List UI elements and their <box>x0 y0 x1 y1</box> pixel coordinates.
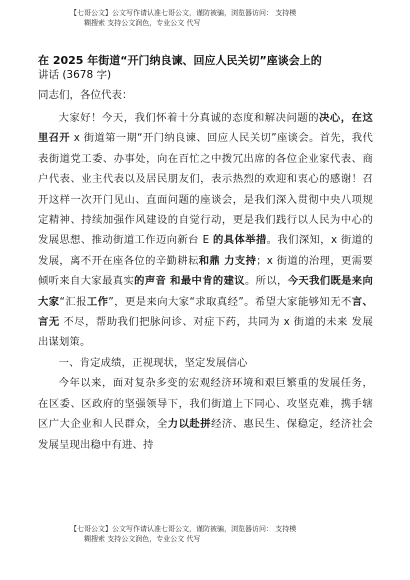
page-header-watermark <box>70 8 370 28</box>
footer-line-2: 糊搜索 支持公文润色，专业公文 代写 <box>84 535 201 543</box>
bold-text-segment: 和鼎 力支持 <box>198 254 257 267</box>
body-paragraph <box>38 108 373 353</box>
header-line-1: 【七哥公文】公文写作请认准七哥公文，谨防被骗，浏览器访问： 支持模 <box>70 9 297 17</box>
body-paragraph <box>38 353 373 373</box>
document-title <box>38 53 378 83</box>
bold-text-segment: 今天我们既是来向大家 <box>38 275 373 308</box>
text-segment: 。所以， <box>244 275 288 288</box>
text-segment: ；x 街道的治理，更需要倾听来自大家最真实 <box>38 254 373 288</box>
bold-text-segment: 的具体举措 <box>213 234 267 247</box>
text-segment: ”，更是来向大家“求取真经”。希望大家能够知无不 <box>108 295 352 308</box>
text-segment: 不尽，帮助我们把脉问诊、对症下药，共同为 x 街道的未来 发展出谋划策。 <box>38 316 373 349</box>
text-segment: 大家好！今天，我们怀着十分真诚的态度和解决问题的 <box>58 112 320 124</box>
title-subtitle: 讲话 (3678 字) <box>38 69 112 81</box>
document-body <box>38 108 373 455</box>
bold-text-segment: 言、言无 <box>38 295 374 329</box>
text-segment: 。我们深知，x 街道的发展，离不开在座各位的辛勤耕耘 <box>38 234 373 267</box>
text-segment: 经济、惠民生、保稳定，经济社会发展呈现出稳中有进、持 <box>38 418 373 451</box>
title-main: 在 2025 年街道“开门纳良谏、回应人民关切”座谈会上的 <box>38 54 322 67</box>
bold-text-segment: 工作 <box>86 295 109 308</box>
header-line-2: 糊搜索 支持公文润色，专业公文 代写 <box>84 19 201 27</box>
body-paragraph <box>38 373 373 455</box>
bold-text-segment: 的声音 和最中肯的建议 <box>134 275 245 288</box>
bold-text-segment: 决心 <box>319 112 341 124</box>
bold-text-segment: ，在这里召开 <box>38 112 373 145</box>
bold-text-segment: 力以赴拼 <box>167 418 212 431</box>
page-footer-watermark <box>70 524 370 544</box>
text-segment: “汇报 <box>59 295 87 308</box>
text-segment: 一、肯定成绩，正视现状，坚定发展信心 <box>58 356 248 369</box>
footer-line-1: 【七哥公文】公文写作请认准七哥公文，谨防被骗，浏览器访问： 支持模 <box>70 525 297 533</box>
salutation: 同志们，各位代表： <box>38 89 133 101</box>
text-segment: 今年以来，面对复杂多变的宏观经济环境和艰巨繁重的发展任务，在区委、区政府的坚强领导下，我们街道上下同心、攻坚克难，携手辖区广大企业和人民群众，全 <box>38 377 373 431</box>
text-segment: x 街道第一期“开门纳良谏、回应人民关切”座谈会。首先，我代表街道党工委、办事处，向在百忙之中拨冗出席的各位企业家代表、商户代表、业主代表以及居民朋友们，表示热烈的欢迎和衷心的感谢！召开这样一次开门见山、直面问题的座谈会，是我们深入贯彻中央八项规定精神、持续加强作风建设的自觉行动，更是我们践行以人民为中心的发展思想、推动街道工作迈向新台 E <box>38 132 373 247</box>
